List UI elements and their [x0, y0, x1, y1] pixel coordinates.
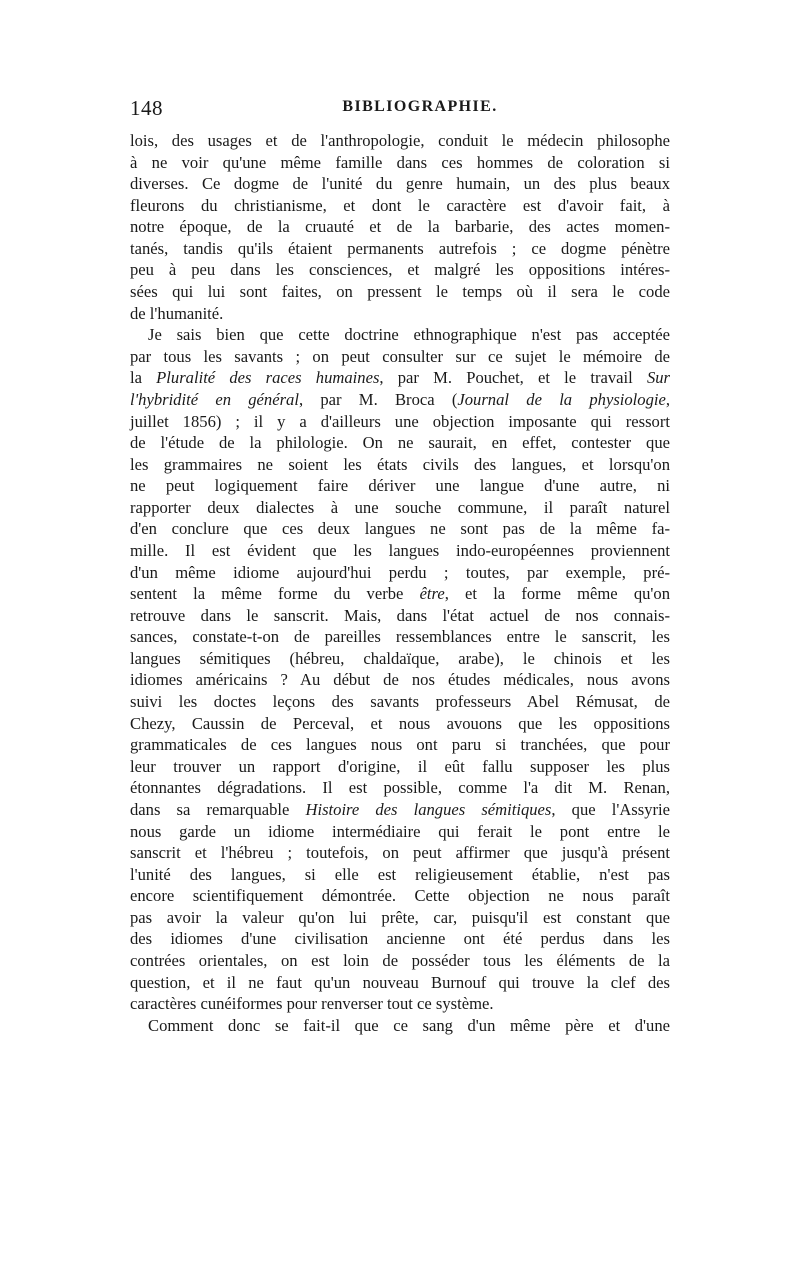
text-span: rapporter deux dialectes à une souche commune, il paraît naturel [130, 497, 670, 517]
text-span: contrées orientales, on est loin de posséder tous les éléments de la [130, 950, 670, 970]
text-span: tanés, tandis qu'ils étaient permanents autrefois ; ce dogme pénètre [130, 238, 670, 258]
italic-text: Sur [646, 368, 670, 388]
text-line [130, 713, 670, 735]
text-line [130, 475, 670, 497]
text-span: par tous les savants ; on peut consulter sur ce sujet le mémoire de [130, 346, 670, 366]
text-span: encore scientifiquement démontrée. Cette objection ne nous paraît [130, 886, 670, 906]
text-line [130, 777, 670, 799]
text-span: étonnantes dégradations. Il est possible, comme l'a dit M. Renan, [130, 778, 670, 798]
text-line [130, 648, 670, 670]
text-line [130, 907, 670, 929]
italic-text: Journal de la physiologie [457, 389, 666, 409]
body-text [130, 130, 670, 1036]
text-line [130, 518, 670, 540]
running-title: BIBLIOGRAPHIE. [342, 98, 498, 115]
text-span: Chezy, Caussin de Perceval, et nous avouons que les oppositions [130, 713, 670, 733]
text-line [130, 972, 670, 994]
text-line [130, 842, 670, 864]
text-line [130, 821, 670, 843]
text-line [130, 411, 670, 433]
text-line [130, 756, 670, 778]
text-line [130, 950, 670, 972]
text-span: juillet 1856) ; il y a d'ailleurs une objection imposante qui ressort [130, 411, 670, 431]
text-line [130, 605, 670, 627]
text-line [130, 799, 670, 821]
text-span: dans sa remarquable [130, 799, 306, 819]
text-span: suivi les doctes leçons des savants professeurs Abel Rémusat, de [130, 692, 670, 712]
text-span: la [130, 368, 157, 388]
text-span: peu à peu dans les consciences, et malgré les oppositions intéres- [130, 260, 670, 280]
italic-text: l'hybridité en général [130, 389, 299, 409]
text-span: Comment donc se fait-il que ce sang d'un même père et d'une [148, 1015, 670, 1035]
text-line [130, 885, 670, 907]
text-span: grammaticales de ces langues nous ont paru si tranchées, que pour [130, 735, 670, 755]
text-span: de l'étude de la philologie. On ne saurait, en effet, contester que [130, 433, 670, 453]
text-line [130, 497, 670, 519]
italic-text: Pluralité des races humaines [156, 368, 380, 388]
italic-text: Histoire des langues sémitiques [305, 799, 552, 819]
text-line [130, 216, 670, 238]
text-line [130, 1015, 670, 1037]
text-line [130, 259, 670, 281]
text-span: , par M. Pouchet, et le travail [379, 368, 647, 388]
text-line [130, 583, 670, 605]
text-line [130, 281, 670, 303]
text-span: leur trouver un rapport d'origine, il eût fallu supposer les plus [130, 756, 670, 776]
text-span: idiomes américains ? Au début de nos études médicales, nous avons [130, 670, 670, 690]
text-span: mille. Il est évident que les langues indo-européennes proviennent [130, 540, 670, 560]
text-span: nous garde un idiome intermédiaire qui ferait le pont entre le [130, 821, 670, 841]
text-line [130, 432, 670, 454]
text-span: l'unité des langues, si elle est religieusement établie, n'est pas [130, 864, 670, 884]
text-line [130, 303, 670, 325]
text-span: les grammaires ne soient les états civils des langues, et lorsqu'on [130, 454, 670, 474]
text-span: notre époque, de la cruauté et de la barbarie, des actes momen- [130, 217, 670, 237]
text-line [130, 324, 670, 346]
text-line [130, 152, 670, 174]
text-line [130, 626, 670, 648]
text-span: sées qui lui sont faites, on pressent le temps où il sera le code [130, 282, 670, 302]
running-header [130, 96, 670, 122]
text-span: fleurons du christianisme, et dont le caractère est d'avoir fait, à [130, 195, 670, 215]
text-span: , par M. Broca ( [298, 389, 458, 409]
text-span: ne peut logiquement faire dériver une langue d'une autre, ni [130, 476, 670, 496]
text-span: , [665, 389, 671, 409]
text-line [130, 238, 670, 260]
text-line [130, 928, 670, 950]
text-line [130, 195, 670, 217]
text-span: d'en conclure que ces deux langues ne sont pas de la même fa- [130, 519, 670, 539]
text-line [130, 864, 670, 886]
text-line [130, 130, 670, 152]
text-line [130, 691, 670, 713]
text-span: caractères cunéiformes pour renverser tout ce système. [130, 994, 494, 1014]
text-line [130, 734, 670, 756]
text-line [130, 540, 670, 562]
text-span: , que l'Assyrie [551, 799, 671, 819]
text-line [130, 367, 670, 389]
text-span: retrouve dans le sanscrit. Mais, dans l'état actuel de nos connais- [130, 605, 670, 625]
text-span: question, et il ne faut qu'un nouveau Burnouf qui trouve la clef des [130, 972, 670, 992]
text-span: sances, constate-t-on de pareilles ressemblances entre le sanscrit, les [130, 627, 670, 647]
text-span: diverses. Ce dogme de l'unité du genre humain, un des plus beaux [130, 174, 670, 194]
page-number: 148 [130, 96, 163, 120]
text-span: de l'humanité. [130, 303, 224, 323]
text-span: Je sais bien que cette doctrine ethnographique n'est pas acceptée [148, 325, 670, 345]
text-span: sanscrit et l'hébreu ; toutefois, on peut affirmer que jusqu'à présent [130, 843, 670, 863]
text-span: langues sémitiques (hébreu, chaldaïque, arabe), le chinois et les [130, 648, 670, 668]
text-span: d'un même idiome aujourd'hui perdu ; toutes, par exemple, pré- [130, 562, 670, 582]
text-line [130, 389, 670, 411]
text-line [130, 346, 670, 368]
text-span: des idiomes d'une civilisation ancienne ont été perdus dans les [130, 929, 670, 949]
text-span: lois, des usages et de l'anthropologie, conduit le médecin philosophe [130, 131, 670, 150]
text-span: , et la forme même qu'on [444, 584, 670, 604]
text-line [130, 669, 670, 691]
text-span: à ne voir qu'une même famille dans ces hommes de coloration si [130, 152, 670, 172]
text-line [130, 173, 670, 195]
text-line [130, 562, 670, 584]
text-span: pas avoir la valeur qu'on lui prête, car, puisqu'il est constant que [130, 907, 670, 927]
text-span: sentent la même forme du verbe [130, 584, 420, 604]
text-line [130, 454, 670, 476]
italic-text: être [419, 584, 445, 604]
text-line [130, 993, 670, 1015]
